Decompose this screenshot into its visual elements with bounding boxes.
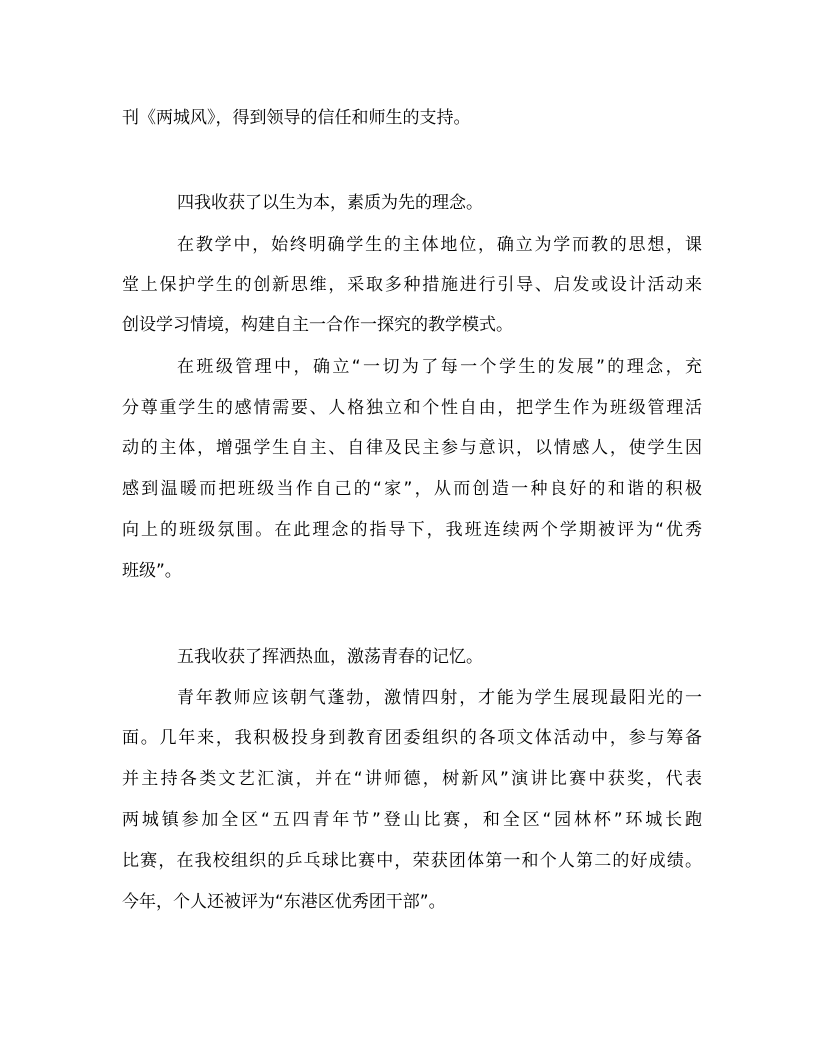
paragraph-line: 感到温暖而把班级当作自己的“家”，从而创造一种良好的和谐的积极 bbox=[122, 479, 702, 499]
section-heading-five: 五我收获了挥洒热血，激荡青春的记忆。 bbox=[177, 647, 483, 667]
paragraph-line: 分尊重学生的感情需要、人格独立和个性自由，把学生作为班级管理活 bbox=[122, 398, 702, 418]
paragraph-line: 向上的班级氛围。在此理念的指导下，我班连续两个学期被评为“优秀 bbox=[122, 520, 702, 540]
section-heading-four: 四我收获了以生为本，素质为先的理念。 bbox=[177, 193, 483, 213]
paragraph-line: 在教学中，始终明确学生的主体地位，确立为学而教的思想，课 bbox=[177, 235, 702, 255]
paragraph-line: 班级”。 bbox=[122, 561, 182, 581]
paragraph-line: 刊《两城风》，得到领导的信任和师生的支持。 bbox=[122, 108, 471, 128]
paragraph-line: 在班级管理中，确立“一切为了每一个学生的发展”的理念，充 bbox=[177, 357, 702, 377]
paragraph-line: 堂上保护学生的创新思维，采取多种措施进行引导、启发或设计活动来 bbox=[122, 275, 702, 295]
paragraph-line: 面。几年来，我积极投身到教育团委组织的各项文体活动中，参与筹备 bbox=[122, 728, 702, 748]
paragraph-line: 动的主体，增强学生自主、自律及民主参与意识，以情感人，使学生因 bbox=[122, 438, 702, 458]
paragraph-line: 比赛，在我校组织的乒乓球比赛中，荣获团体第一和个人第二的好成绩。 bbox=[122, 851, 702, 871]
paragraph-line: 创设学习情境，构建自主一合作一探究的教学模式。 bbox=[122, 315, 513, 335]
paragraph-line: 今年，个人还被评为“东港区优秀团干部”。 bbox=[122, 892, 446, 912]
paragraph-line: 并主持各类文艺汇演，并在“讲师德，树新风”演讲比赛中获奖，代表 bbox=[122, 769, 702, 789]
paragraph-line: 两城镇参加全区“五四青年节”登山比赛，和全区“园林杯”环城长跑 bbox=[122, 810, 702, 830]
paragraph-line: 青年教师应该朝气蓬勃，激情四射，才能为学生展现最阳光的一 bbox=[177, 688, 702, 708]
